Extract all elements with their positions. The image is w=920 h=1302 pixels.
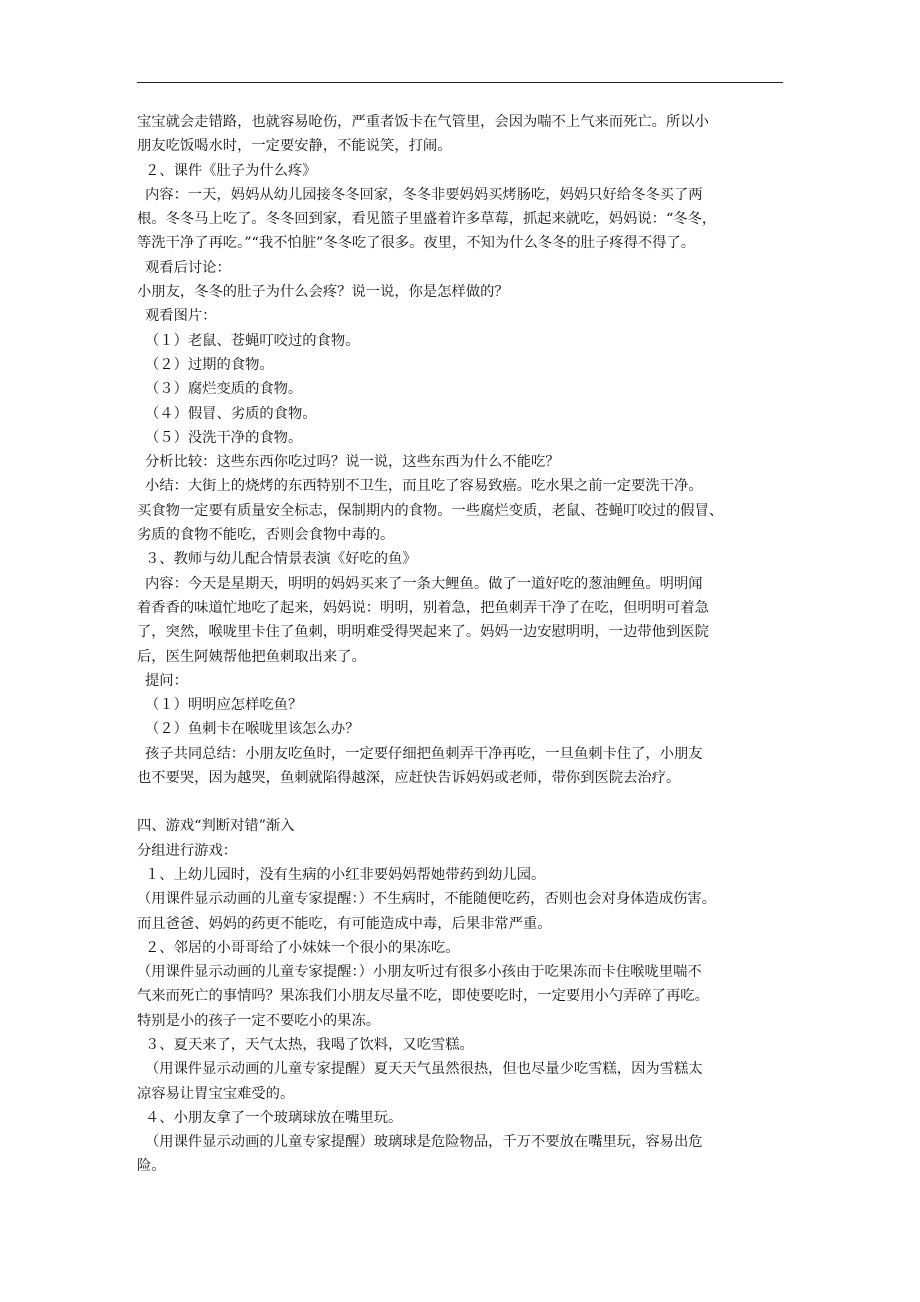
text-line: （用课件显示动画的儿童专家提醒：）小朋友听过有很多小孩由于吃果冻而卡住喉咙里喘不	[137, 964, 702, 981]
document-body	[137, 110, 787, 1179]
text-line: 也不要哭，因为越哭，鱼刺就陷得越深，应赶快告诉妈妈或老师，带你到医院去治疗。	[137, 770, 681, 787]
section-heading: 四、游戏“判断对错”渐入	[137, 818, 295, 835]
text-line: 后，医生阿姨帮他把鱼刺取出来了。	[137, 648, 366, 665]
list-item: ２、邻居的小哥哥给了小妹妹一个很小的果冻吃。	[145, 939, 460, 956]
text-line: 小朋友，冬冬的肚子为什么会疼？说一说，你是怎样做的？	[137, 284, 509, 301]
text-line: 内容：一天，妈妈从幼儿园接冬冬回家，冬冬非要妈妈买烤肠吃，妈妈只好给冬冬买了两	[145, 186, 703, 203]
text-line: 了，突然，喉咙里卡住了鱼刺，明明难受得哭起来了。妈妈一边安慰明明，一边带他到医院	[137, 624, 709, 641]
text-line: 气来而死亡的事情吗？果冻我们小朋友尽量不吃，即使要吃时，一定要用小勺弄碎了再吃。	[137, 988, 709, 1005]
text-line: 朋友吃饭喝水时，一定要安静，不能说笑，打闹。	[137, 138, 452, 155]
text-line: 等洗干净了再吃。”“我不怕脏”冬冬吃了很多。夜里，不知为什么冬冬的肚子疼得不得了。	[137, 235, 696, 252]
list-item: （４）假冒、劣质的食物。	[145, 405, 317, 422]
text-line: 分析比较：这些东西你吃过吗？说一说，这些东西为什么不能吃？	[145, 454, 560, 471]
header-rule	[137, 82, 783, 83]
list-item: ４、小朋友拿了一个玻璃球放在嘴里玩。	[145, 1109, 403, 1126]
text-line: 着香香的味道忙地吃了起来，妈妈说：明明，别着急，把鱼刺弄干净了在吃，但明明可着急	[137, 599, 709, 616]
list-item: （５）没洗干净的食物。	[145, 429, 303, 446]
text-line: （用课件显示动画的儿童专家提醒）夏天天气虽然很热，但也尽量少吃雪糕，因为雪糕太	[145, 1061, 703, 1078]
text-line: 观看后讨论：	[145, 259, 231, 276]
text-line: 买食物一定要有质量安全标志，保制期内的食物。一些腐烂变质，老鼠、苍蝇叮咬过的假冒、	[137, 502, 724, 519]
text-line: 孩子共同总结：小朋友吃鱼时，一定要仔细把鱼刺弄干净再吃，一旦鱼刺卡住了，小朋友	[145, 745, 703, 762]
text-line: （用课件显示动画的儿童专家提醒）玻璃球是危险物品，千万不要放在嘴里玩，容易出危	[145, 1134, 703, 1151]
text-line: 提问：	[145, 672, 188, 689]
text-line: （用课件显示动画的儿童专家提醒：）不生病时，不能随便吃药，否则也会对身体造成伤害。	[137, 891, 717, 908]
text-line: 而且爸爸、妈妈的药更不能吃，有可能造成中毒，后果非常严重。	[137, 915, 552, 932]
text-line: 小结：大街上的烧烤的东西特别不卫生，而且吃了容易致癌。吃水果之前一定要洗干净。	[145, 478, 703, 495]
list-item: （２）过期的食物。	[145, 356, 274, 373]
text-line: 险。	[137, 1158, 166, 1175]
text-line: 分组进行游戏：	[137, 842, 238, 859]
text-line: 观看图片：	[145, 308, 217, 325]
section-heading: ２、课件《肚子为什么疼》	[145, 162, 317, 179]
text-line: 凉容易让胃宝宝难受的。	[137, 1085, 295, 1102]
list-item: （１）明明应怎样吃鱼？	[145, 697, 303, 714]
list-item: ３、夏天来了，天气太热，我喝了饮料，又吃雪糕。	[145, 1036, 474, 1053]
list-item: （２）鱼刺卡在喉咙里该怎么办？	[145, 721, 360, 738]
text-line: 根。冬冬马上吃了。冬冬回到家，看见篮子里盛着许多草莓，抓起来就吃，妈妈说：“冬冬，	[137, 211, 717, 228]
list-item: １、上幼儿园时，没有生病的小红非要妈妈帮她带药到幼儿园。	[145, 866, 546, 883]
section-heading: ３、教师与幼儿配合情景表演《好吃的鱼》	[145, 551, 417, 568]
list-item: （３）腐烂变质的食物。	[145, 381, 303, 398]
paragraph-gap	[137, 790, 787, 814]
text-line: 内容：今天是星期天，明明的妈妈买来了一条大鲤鱼。做了一道好吃的葱油鲤鱼。明明闻	[145, 575, 703, 592]
text-line: 宝宝就会走错路，也就容易呛伤，严重者饭卡在气管里，会因为喘不上气来而死亡。所以小	[137, 114, 709, 130]
text-line: 劣质的食物不能吃，否则会食物中毒的。	[137, 527, 395, 544]
text-line: 特别是小的孩子一定不要吃小的果冻。	[137, 1012, 381, 1029]
list-item: （１）老鼠、苍蝇叮咬过的食物。	[145, 332, 360, 349]
